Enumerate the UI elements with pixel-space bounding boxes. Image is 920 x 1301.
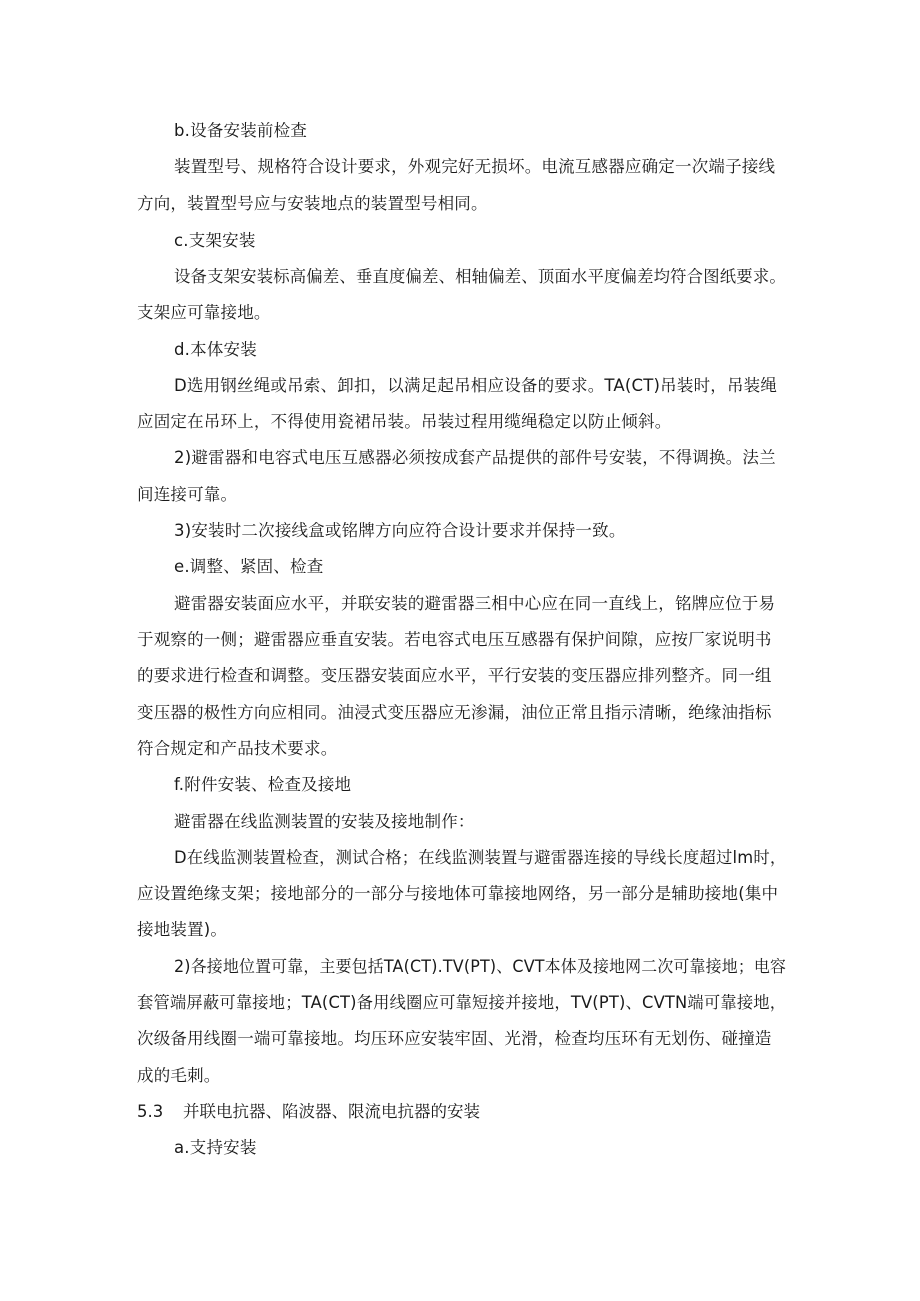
paragraph-line: 2)各接地位置可靠，主要包括TA(CT).TV(PT)、CVT本体及接地网二次可靠接地；电容 bbox=[174, 957, 787, 976]
paragraph-line: 成的毛刺。 bbox=[137, 1066, 221, 1085]
subheading-d: d.本体安装 bbox=[174, 340, 257, 359]
subheading-f: f.附件安装、检查及接地 bbox=[174, 775, 352, 794]
paragraph-line: 应固定在吊环上，不得使用瓷裙吊装。吊装过程用缆绳稳定以防止倾斜。 bbox=[137, 412, 672, 431]
paragraph-line: 2)避雷器和电容式电压互感器必须按成套产品提供的部件号安装，不得调换。法兰 bbox=[174, 448, 776, 467]
paragraph-line: 间连接可靠。 bbox=[137, 485, 238, 504]
paragraph-line: 避雷器安装面应水平，并联安装的避雷器三相中心应在同一直线上，铭牌应位于易 bbox=[174, 594, 776, 613]
paragraph-line: 设备支架安装标高偏差、垂直度偏差、相轴偏差、顶面水平度偏差均符合图纸要求。 bbox=[174, 267, 786, 286]
paragraph-line: 于观察的一侧；避雷器应垂直安装。若电容式电压互感器有保护间隙，应按厂家说明书 bbox=[137, 630, 772, 649]
subheading-b: b.设备安装前检查 bbox=[174, 121, 308, 140]
paragraph-line: 接地装置)。 bbox=[137, 920, 228, 939]
section-title: 并联电抗器、陷波器、限流电抗器的安装 bbox=[183, 1102, 480, 1121]
paragraph-line: 避雷器在线监测装置的安装及接地制作： bbox=[174, 812, 475, 831]
paragraph-line: 支架应可靠接地。 bbox=[137, 303, 271, 322]
paragraph-line: 次级备用线圈一端可靠接地。均压环应安装牢固、光滑，检查均压环有无划伤、碰撞造 bbox=[137, 1029, 772, 1048]
paragraph-line: D选用钢丝绳或吊索、卸扣，以满足起吊相应设备的要求。TA(CT)吊装时，吊装绳 bbox=[174, 376, 778, 395]
paragraph-line: 的要求进行检查和调整。变压器安装面应水平，平行安装的变压器应排列整齐。同一组 bbox=[137, 666, 772, 685]
section-number: 5.3 bbox=[137, 1102, 164, 1121]
paragraph-line: 符合规定和产品技术要求。 bbox=[137, 739, 338, 758]
paragraph-line: 应设置绝缘支架；接地部分的一部分与接地体可靠接地网络，另一部分是辅助接地(集中 bbox=[137, 884, 779, 903]
paragraph-line: 3)安装时二次接线盒或铭牌方向应符合设计要求并保持一致。 bbox=[174, 521, 626, 540]
subheading-e: e.调整、紧固、检查 bbox=[174, 557, 324, 576]
paragraph-line: 装置型号、规格符合设计要求，外观完好无损坏。电流互感器应确定一次端子接线 bbox=[174, 157, 776, 176]
paragraph-line: D在线监测装置检查，测试合格；在线监测装置与避雷器连接的导线长度超过lm时， bbox=[174, 848, 787, 867]
paragraph-line: 方向，装置型号应与安装地点的装置型号相同。 bbox=[137, 194, 488, 213]
paragraph-line: 套管端屏蔽可靠接地；TA(CT)备用线圈应可靠短接并接地，TV(PT)、CVTN端可靠接地， bbox=[137, 993, 787, 1012]
subheading-c: c.支架安装 bbox=[174, 231, 256, 250]
subheading-a: a.支持安装 bbox=[174, 1138, 257, 1157]
paragraph-line: 变压器的极性方向应相同。油浸式变压器应无渗漏，油位正常且指示清晰，绝缘油指标 bbox=[137, 703, 772, 722]
